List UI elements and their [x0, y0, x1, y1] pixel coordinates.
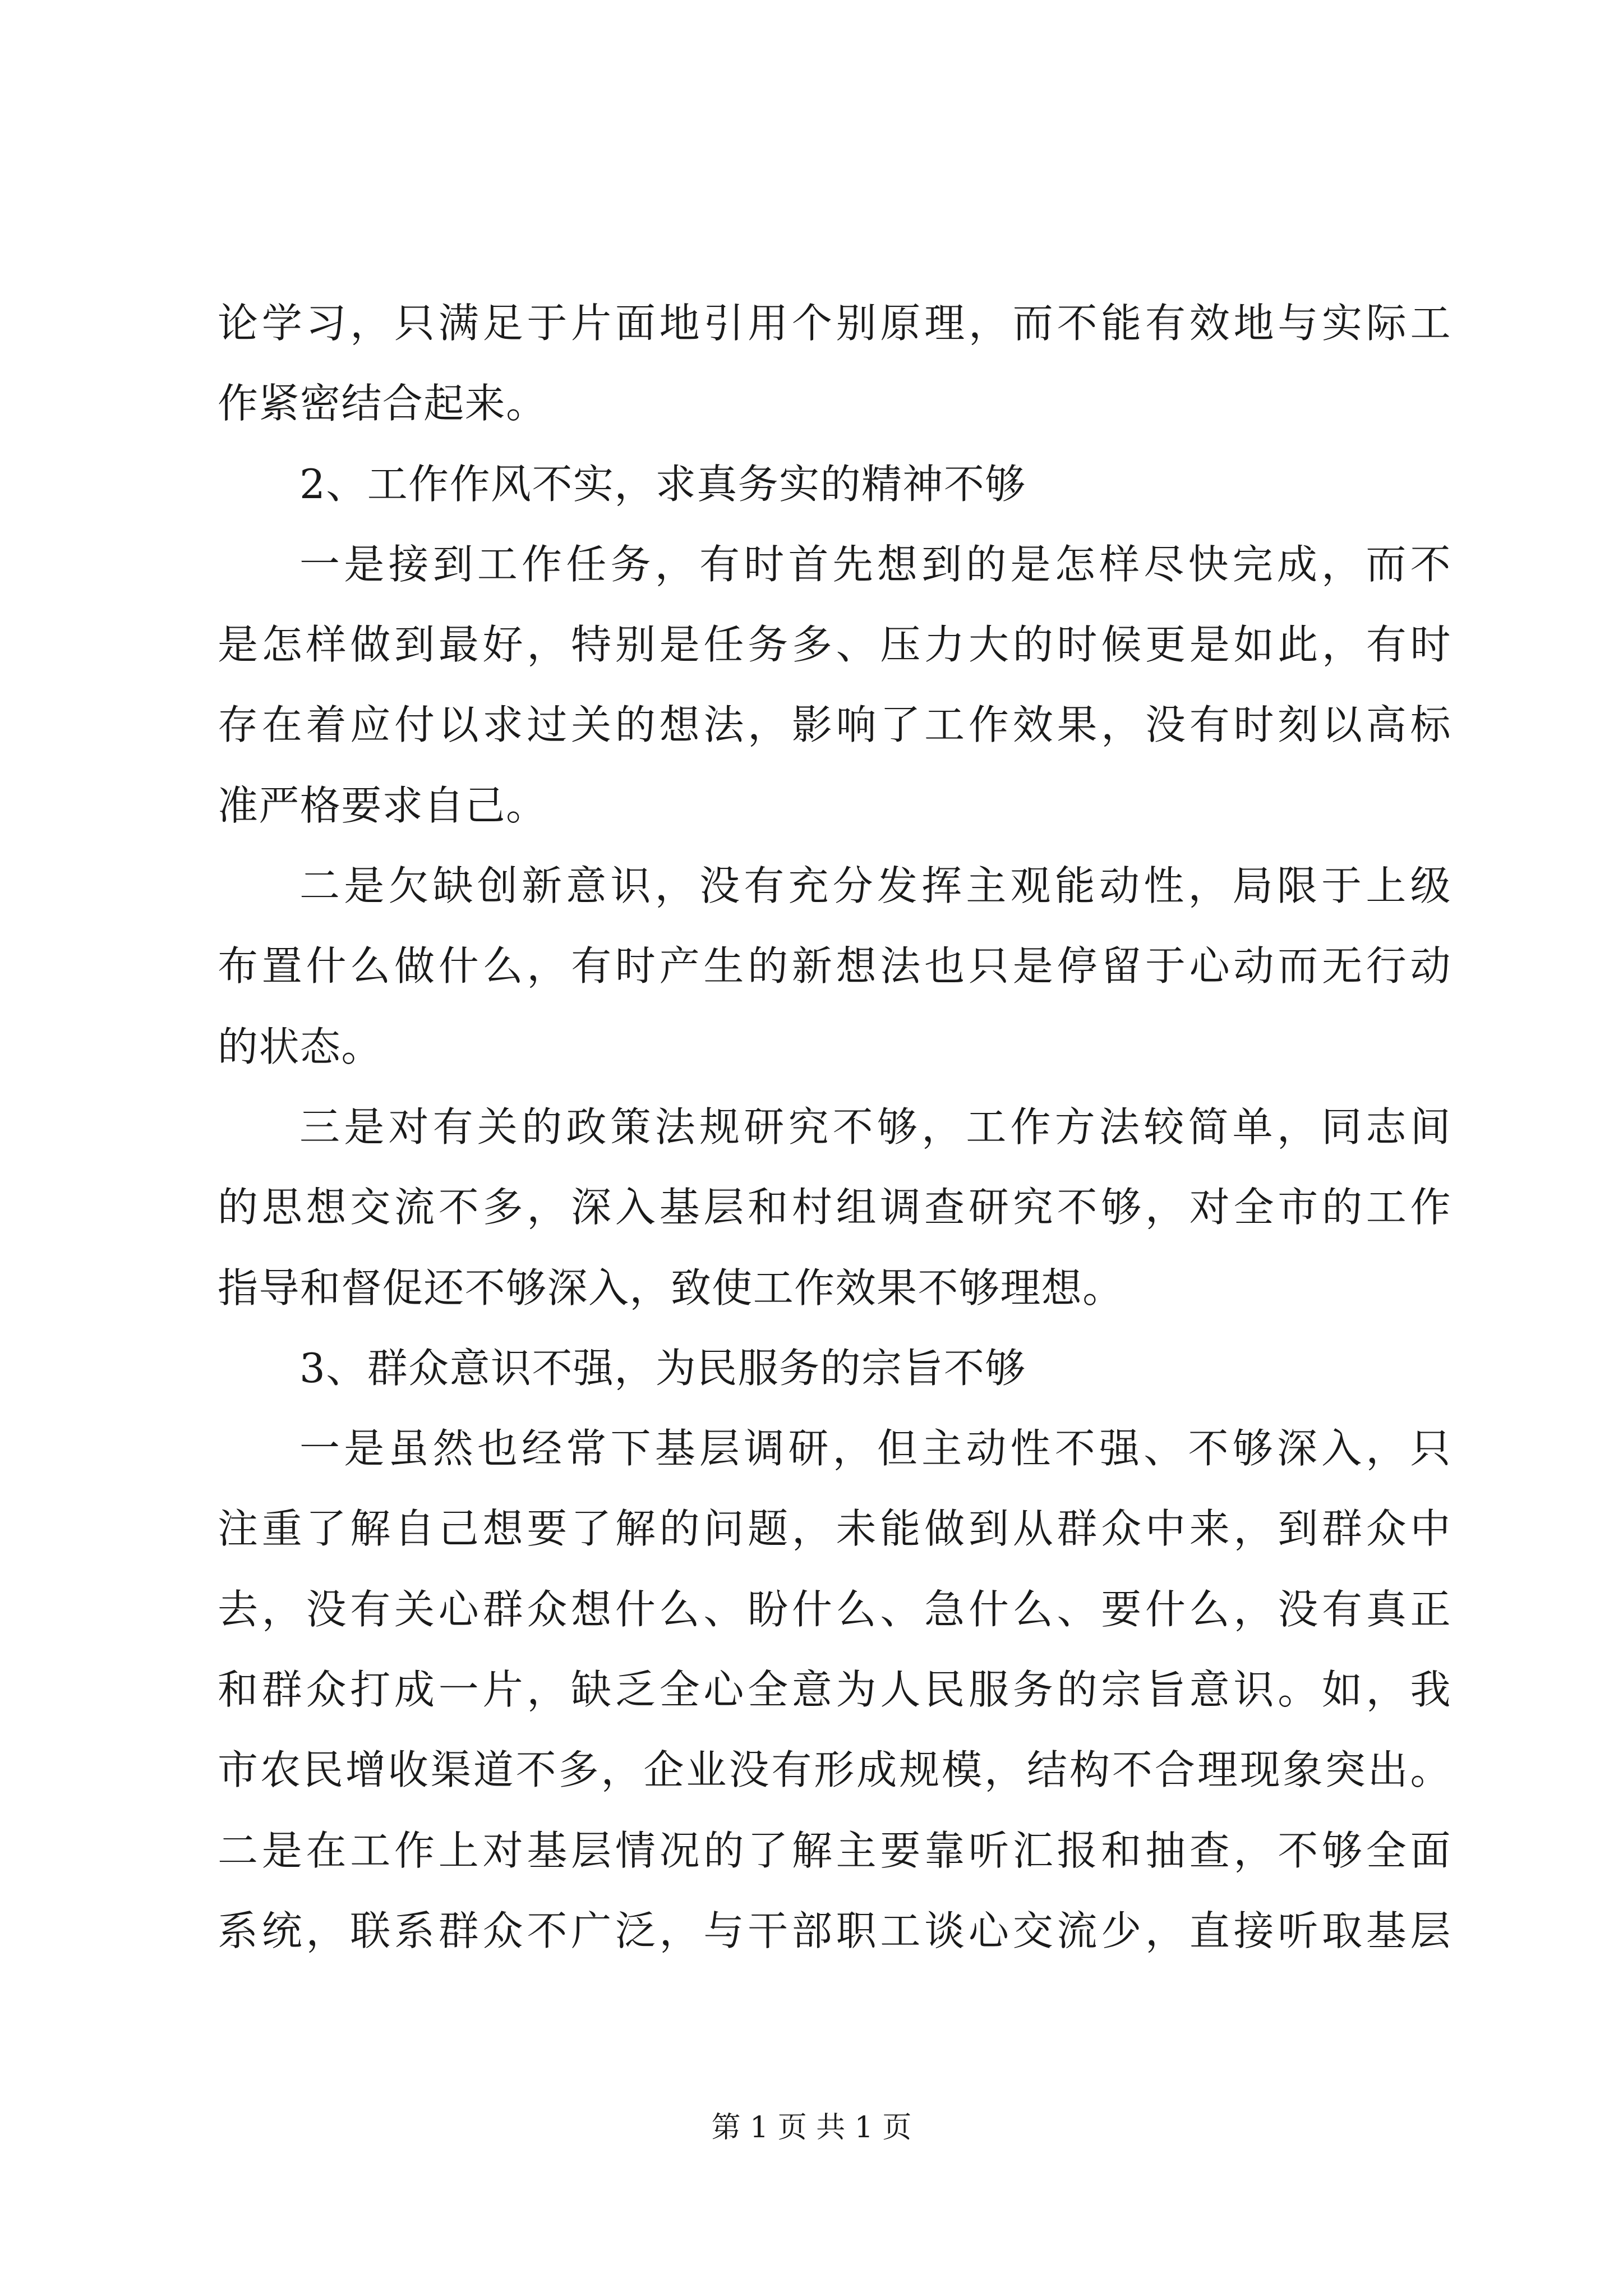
text-line: 和群众打成一片，缺乏全心全意为人民服务的宗旨意识。如，我: [218, 1666, 1451, 1714]
text-line: 一是接到工作任务，有时首先想到的是怎样尽快完成，而不: [299, 540, 1451, 588]
text-line: 一是虽然也经常下基层调研，但主动性不强、不够深入，只: [299, 1425, 1451, 1473]
text-line: 的思想交流不多，深入基层和村组调查研究不够，对全市的工作: [218, 1184, 1451, 1231]
text-line: 是怎样做到最好，特别是任务多、压力大的时候更是如此，有时: [218, 621, 1451, 669]
page-footer: 第 1 页 共 1 页: [711, 2111, 912, 2145]
text-line: 的状态。: [218, 1023, 382, 1070]
text-line: 作紧密结合起来。: [218, 380, 547, 427]
text-line: 二是欠缺创新意识，没有充分发挥主观能动性，局限于上级: [299, 862, 1451, 910]
text-line: 三是对有关的政策法规研究不够，工作方法较简单，同志间: [299, 1103, 1451, 1151]
text-line: 准严格要求自己。: [218, 781, 547, 829]
text-line: 布置什么做什么，有时产生的新想法也只是停留于心动而无行动: [218, 942, 1451, 990]
text-line: 去，没有关心群众想什么、盼什么、急什么、要什么，没有真正: [218, 1585, 1451, 1633]
text-line: 指导和督促还不够深入，致使工作效果不够理想。: [218, 1264, 1124, 1312]
document-body: [218, 296, 1451, 1984]
text-line: 注重了解自己想要了解的问题，未能做到从群众中来，到群众中: [218, 1505, 1451, 1553]
text-line: 论学习，只满足于片面地引用个别原理，而不能有效地与实际工: [218, 300, 1451, 347]
text-line: 3、群众意识不强，为民服务的宗旨不够: [299, 1344, 1026, 1392]
text-line: 系统，联系群众不广泛，与干部职工谈心交流少，直接听取基层: [218, 1907, 1451, 1954]
text-line: 存在着应付以求过关的想法，影响了工作效果，没有时刻以高标: [218, 701, 1451, 749]
text-line: 市农民增收渠道不多，企业没有形成规模，结构不合理现象突出。: [218, 1746, 1451, 1794]
text-line: 2、工作作风不实，求真务实的精神不够: [299, 460, 1026, 508]
text-line: 二是在工作上对基层情况的了解主要靠听汇报和抽查，不够全面: [218, 1826, 1451, 1874]
